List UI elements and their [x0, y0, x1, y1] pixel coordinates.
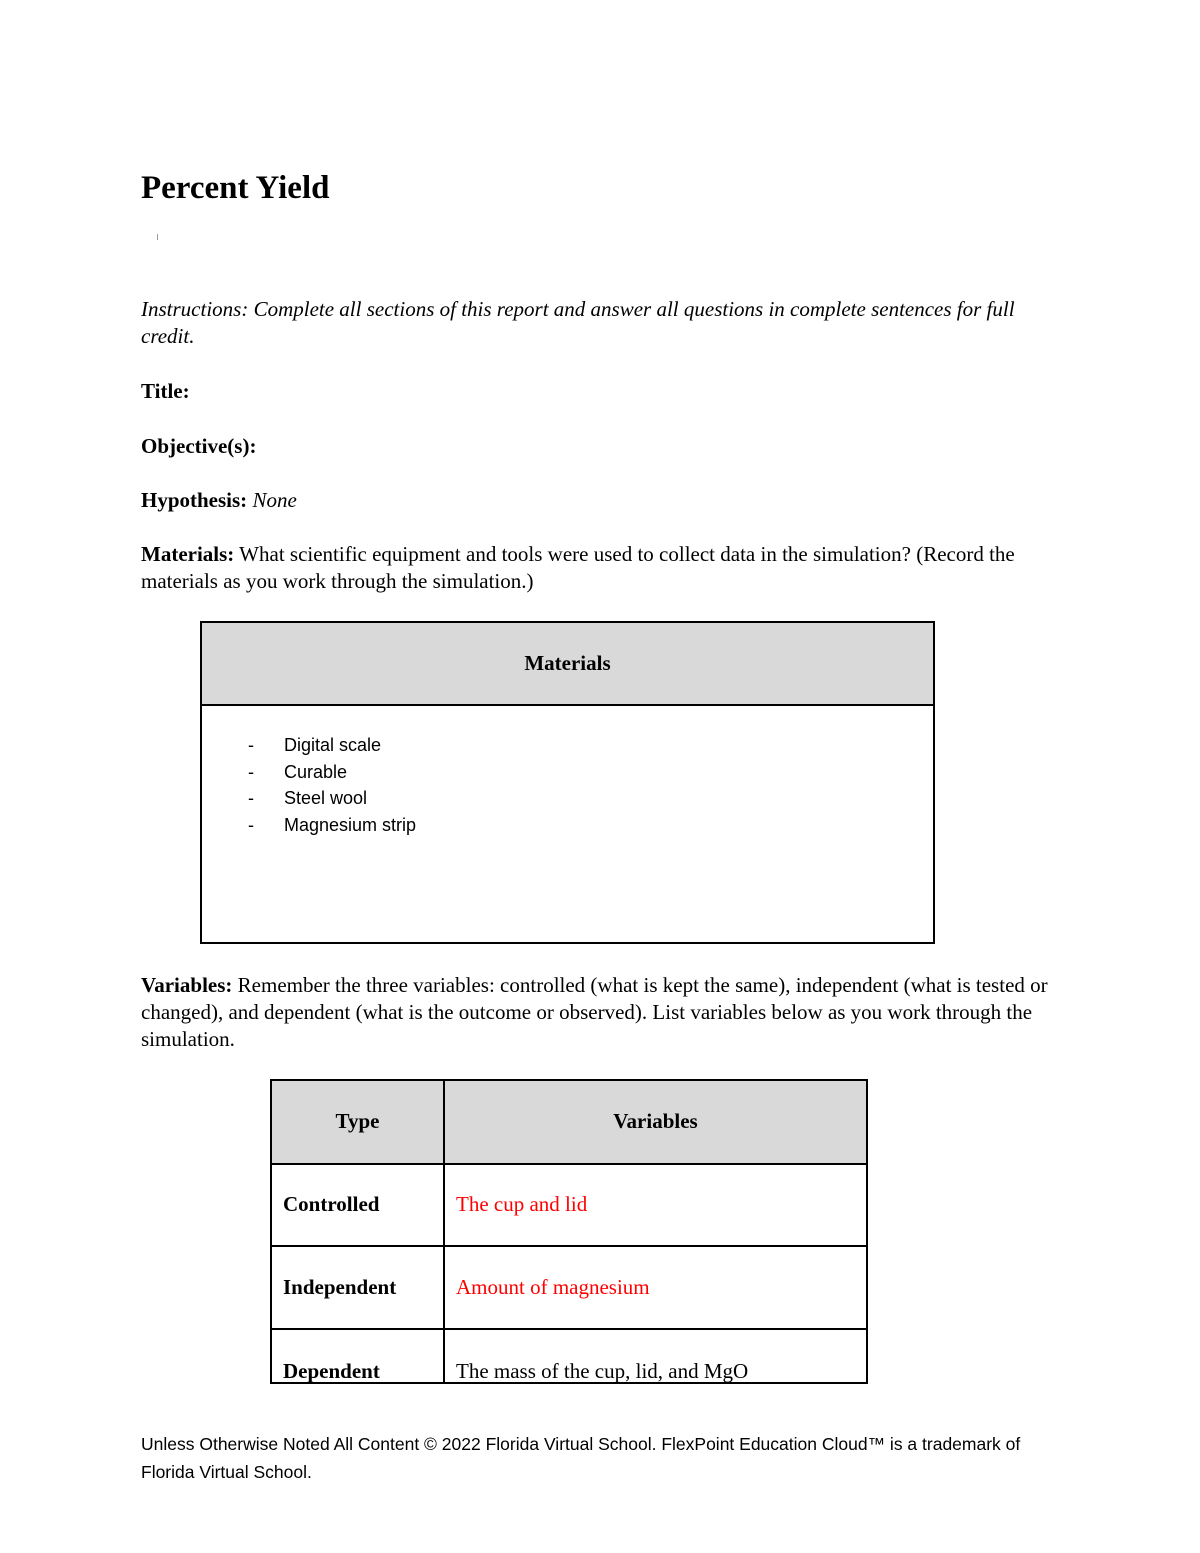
materials-table — [200, 621, 935, 944]
title-label: Title: — [141, 379, 190, 403]
material-item-text: Curable — [284, 761, 348, 782]
list-item: - Digital scale — [248, 732, 933, 759]
footer-copyright: Unless Otherwise Noted All Content © 2022 Florida Virtual School. FlexPoint Education Cloud™ is a trademark of Florida Virtual School. — [141, 1434, 1021, 1482]
material-item-text: Steel wool — [284, 788, 368, 808]
material-item-text: Digital scale — [284, 735, 382, 755]
variable-value: Amount of magnesium — [444, 1246, 867, 1329]
page-title: Percent Yield — [141, 170, 330, 206]
materials-table-header: Materials — [202, 623, 933, 706]
table-row — [271, 1329, 867, 1383]
hypothesis-label: Hypothesis: — [141, 488, 248, 512]
variable-value: The mass of the cup, lid, and MgO — [444, 1329, 867, 1383]
table-row — [271, 1164, 867, 1247]
table-header-row — [271, 1080, 867, 1164]
list-item: - Steel wool — [248, 785, 933, 812]
header-variables: Variables — [444, 1080, 867, 1164]
materials-paragraph — [141, 541, 1061, 595]
list-item: - Curable — [248, 759, 933, 786]
hypothesis-value: None — [252, 488, 297, 512]
variables-paragraph — [141, 972, 1056, 1053]
divider-mark — [157, 234, 158, 240]
variables-description: Remember the three variables: controlled (what is kept the same), independent (what is tested or changed), and dependent (what is the outcome or observed). List variables below as you work through the simulation. — [141, 973, 1048, 1051]
instructions-text: Instructions: Complete all sections of this report and answer all questions in complete sentences for full credit. — [141, 297, 1015, 348]
objective-label: Objective(s): — [141, 434, 257, 458]
variable-type: Dependent — [271, 1329, 444, 1383]
materials-label: Materials: — [141, 542, 235, 566]
hypothesis-line — [141, 487, 1061, 514]
variable-value: The cup and lid — [444, 1164, 867, 1247]
list-item: - Magnesium strip — [248, 812, 933, 839]
variable-type: Controlled — [271, 1164, 444, 1247]
material-item-text: Magnesium strip — [284, 814, 417, 835]
materials-list — [202, 706, 933, 838]
variables-label: Variables: — [141, 973, 233, 997]
materials-description: What scientific equipment and tools were used to collect data in the simulation? (Record the materials as you work through the simulation.) — [141, 542, 1015, 593]
header-type: Type — [271, 1080, 444, 1164]
variable-type: Independent — [271, 1246, 444, 1329]
table-row — [271, 1246, 867, 1329]
variables-table — [270, 1079, 868, 1384]
